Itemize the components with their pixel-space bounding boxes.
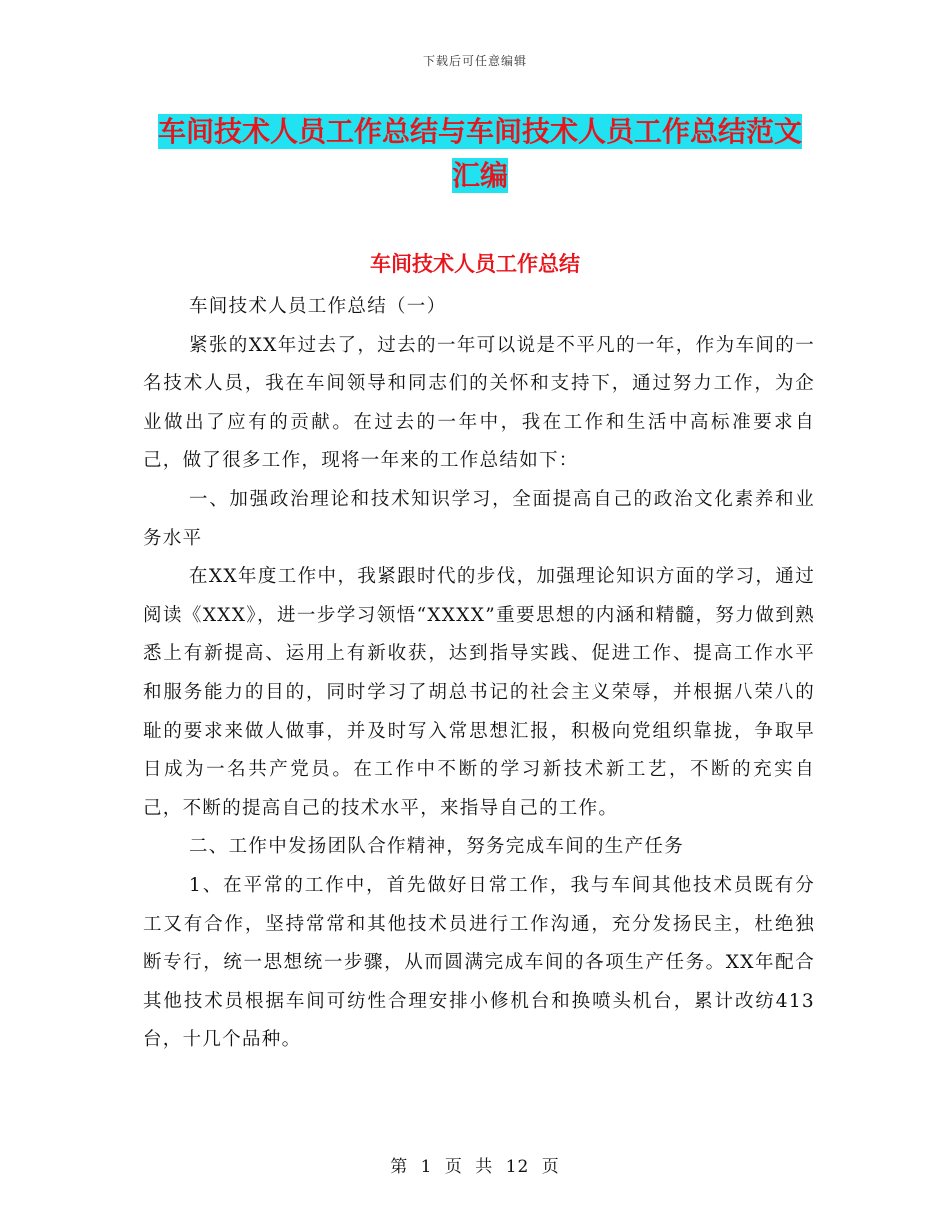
document-title	[150, 110, 810, 198]
paragraph-subtitle: 车间技术人员工作总结（一）	[189, 296, 447, 317]
section-title: 车间技术人员工作总结	[370, 252, 580, 276]
paragraph-heading-1: 一、加强政治理论和技术知识学习，全面提高自己的政治文化素养和业务水平	[143, 488, 815, 549]
paragraph-heading-2: 二、工作中发扬团队合作精神，努务完成车间的生产任务	[189, 836, 685, 858]
page-footer: 第 1 页 共 12 页	[390, 1157, 560, 1177]
paragraph-teamwork: 1、在平常的工作中，首先做好日常工作，我与车间其他技术员既有分工又有合作，坚持常常和其他技术员进行工作沟通，充分发扬民主，杜绝独断专行，统一思想统一步骤，从而圆满完成车间的各项生产任务。XX年配合其他技术员根据车间可纺性合理安排小修机台和换喷头机台，累计改纺413台，十几个品种。	[143, 874, 815, 1051]
paragraph-study: 在XX年度工作中，我紧跟时代的步伐，加强理论知识方面的学习，通过阅读《XXX》，进一步学习领悟“XXXX”重要思想的内涵和精髓，努力做到熟悉上有新提高、运用上有新收获，达到指导实践、促进工作、提高工作水平和服务能力的目的，同时学习了胡总书记的社会主义荣辱，并根据八荣八的耻的要求来做人做事，并及时写入常思想汇报，积极向党组织靠拢，争取早日成为一名共产党员。在工作中不断的学习新技术新工艺，不断的充实自己，不断的提高自己的技术水平，来指导自己的工作。	[143, 566, 815, 819]
paragraph-intro: 紧张的XX年过去了，过去的一年可以说是不平凡的一年，作为车间的一名技术人员，我在车间领导和同志们的关怀和支持下，通过努力工作，为企业做出了应有的贡献。在过去的一年中，我在工作和生活中高标准要求自己，做了很多工作，现将一年来的工作总结如下：	[143, 334, 815, 472]
document-body	[143, 288, 815, 1060]
header-note: 下载后可任意编辑	[422, 54, 527, 68]
title-line-1: 车间技术人员工作总结与车间技术人员工作总结范文	[157, 115, 802, 148]
title-line-2: 汇编	[451, 159, 508, 192]
